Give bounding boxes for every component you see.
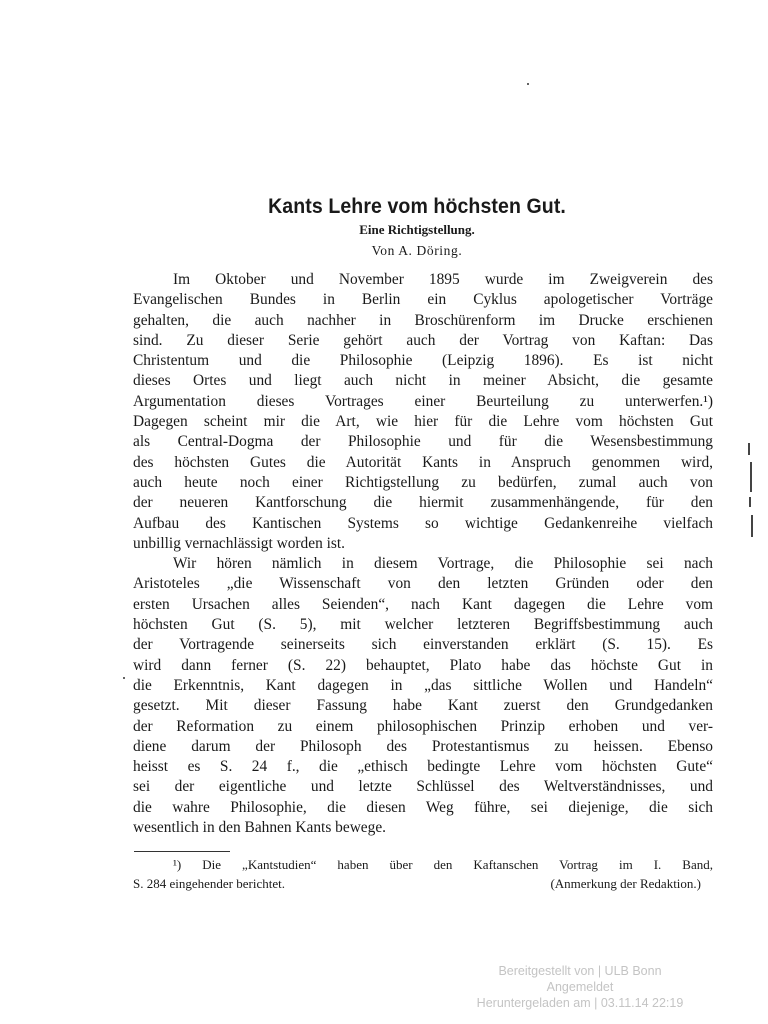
body-line: der neueren Kantforschung die hiermit zusammenhängende, für den — [133, 494, 713, 512]
footnote-line: ¹) Die „Kantstudien“ haben über den Kaftanschen Vortrag im I. Band, — [173, 857, 713, 872]
body-line: als Central-Dogma der Philosophie und für die Wesensbestimmung — [133, 433, 713, 451]
article-author: Von A. Döring. — [371, 243, 463, 258]
body-line: unbillig vernachlässigt worden ist. — [133, 534, 346, 552]
watermark-status: Angemeldet — [546, 980, 614, 994]
footnote-divider — [134, 851, 230, 852]
footnote — [133, 855, 713, 893]
editor-note: (Anmerkung der Redaktion.) — [550, 876, 701, 891]
body-line: diene darum der Philosoph des Protestantismus zu heissen. Ebenso — [133, 737, 713, 755]
body-line: Im Oktober und November 1895 wurde im Zweigverein des — [173, 271, 713, 288]
body-line: der Vortragende seinerseits sich einverstanden erklärt (S. 15). Es — [133, 636, 713, 654]
body-line: wesentlich in den Bahnen Kants bewege. — [133, 819, 387, 837]
body-line: sind. Zu dieser Serie gehört auch der Vortrag von Kaftan: Das — [133, 331, 713, 349]
body-line: der Reformation zu einem philosophischen Prinzip erhoben und ver- — [133, 717, 713, 735]
body-line: die wahre Philosophie, die diesen Weg führe, sei diejenige, die sich — [133, 798, 713, 816]
margin-mark — [748, 443, 750, 455]
body-line: gehalten, die auch nachher in Broschürenform im Drucke erschienen — [133, 311, 713, 329]
footnote-text: S. 284 eingehender berichtet. — [133, 876, 285, 891]
body-line: Argumentation dieses Vortrages einer Beurteilung zu unterwerfen.¹) — [133, 392, 713, 410]
scan-speck — [123, 677, 125, 679]
body-line: sei der eigentliche und letzte Schlüssel des Weltverständnisses, und — [133, 778, 713, 796]
watermark-download-date: Heruntergeladen am | 03.11.14 22:19 — [476, 996, 684, 1010]
body-line: höchsten Gut (S. 5), mit welcher letzteren Begriffsbestimmung auch — [133, 616, 713, 634]
article-subtitle: Eine Richtigstellung. — [359, 222, 475, 237]
body-line: Wir hören nämlich in diesem Vortrage, die Philosophie sei nach — [173, 555, 713, 573]
margin-mark — [749, 497, 751, 507]
body-line: wird dann ferner (S. 22) behauptet, Plato habe das höchste Gut in — [133, 656, 713, 674]
margin-mark — [750, 462, 752, 492]
body-line: ersten Ursachen alles Seienden“, nach Kant dagegen die Lehre vom — [133, 595, 713, 613]
body-line: Aufbau des Kantischen Systems so wichtige Gedankenreihe vielfach — [133, 514, 713, 532]
body-line: Evangelischen Bundes in Berlin ein Cyklus apologetischer Vorträge — [133, 291, 713, 309]
article-title: Kants Lehre vom höchsten Gut. — [268, 195, 566, 218]
footnote-line — [133, 874, 713, 893]
body-line: des höchsten Gutes die Autorität Kants in Anspruch genommen wird, — [133, 453, 713, 471]
margin-mark — [751, 515, 753, 537]
body-line: Dagegen scheint mir die Art, wie hier für die Lehre vom höchsten Gut — [133, 413, 713, 431]
body-line: gesetzt. Mit dieser Fassung habe Kant zuerst den Grundgedanken — [133, 697, 713, 715]
body-line: die Erkenntnis, Kant dagegen in „das sittliche Wollen und Handeln“ — [133, 676, 713, 694]
body-line: dieses Ortes und liegt auch nicht in meiner Absicht, die gesamte — [133, 372, 713, 390]
body-line: Aristoteles „die Wissenschaft von den letzten Gründen oder den — [133, 575, 713, 593]
body-line: heisst es S. 24 f., die „ethisch bedingte Lehre vom höchsten Gute“ — [133, 758, 713, 776]
watermark-provider: Bereitgestellt von | ULB Bonn — [498, 964, 662, 978]
article-body — [133, 270, 713, 838]
scan-speck — [527, 83, 529, 85]
download-watermark — [430, 963, 730, 1011]
body-line: Christentum und die Philosophie (Leipzig 1896). Es ist nicht — [133, 352, 713, 370]
body-line: auch heute noch einer Richtigstellung zu bedürfen, zumal auch von — [133, 473, 713, 491]
